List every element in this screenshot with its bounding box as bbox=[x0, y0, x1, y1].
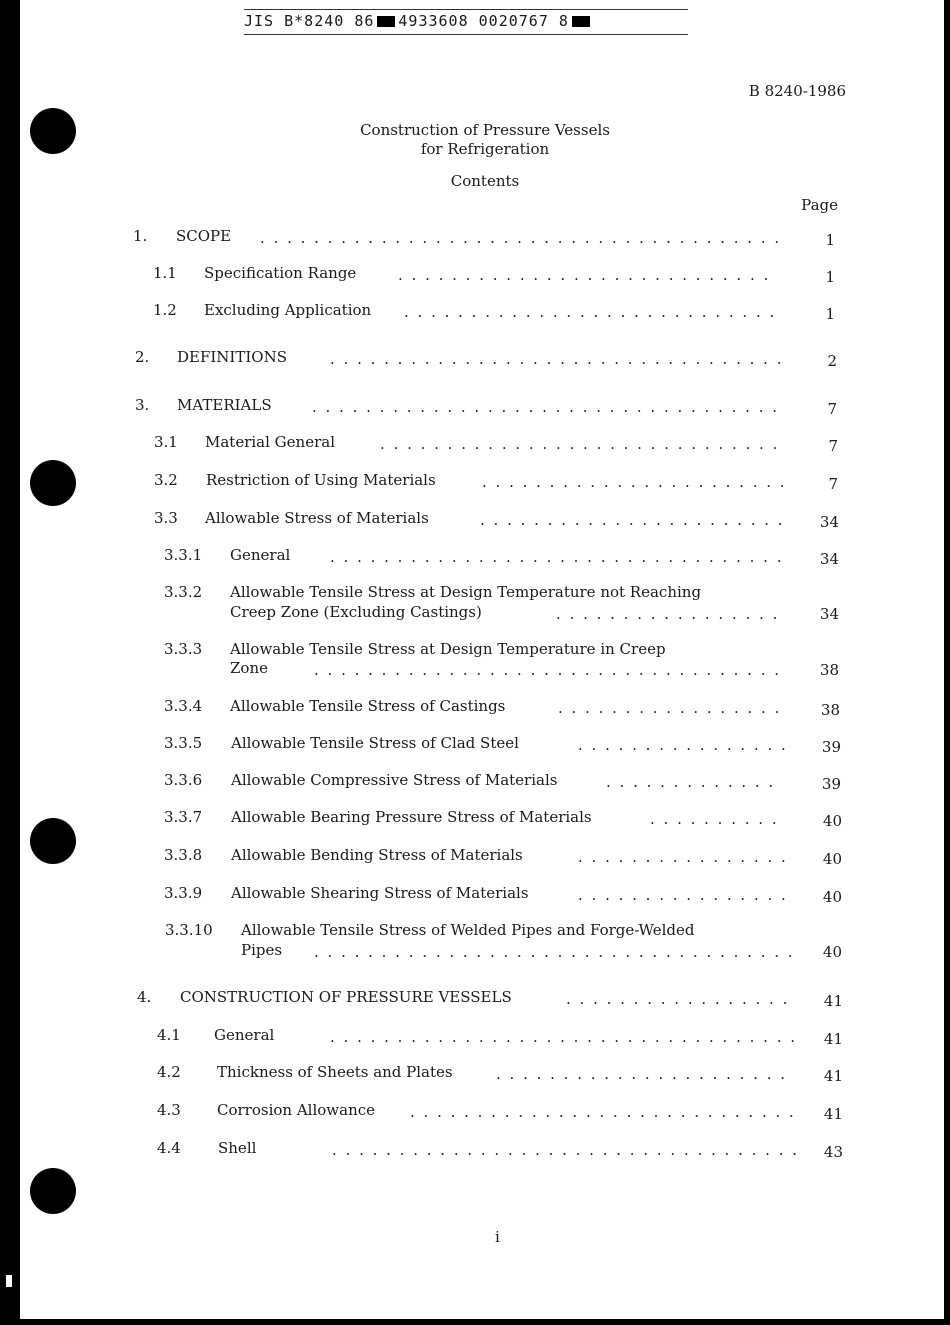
dot-leader: . . . . . . . . . . . . . . . . . . . . . . . . . . . . bbox=[404, 303, 777, 321]
toc-entry bbox=[0, 348, 950, 368]
toc-entry-title: Allowable Tensile Stress of Clad Steel bbox=[231, 734, 519, 752]
toc-entry-title: Shell bbox=[218, 1139, 257, 1157]
dot-leader: . . . . . . . . . . . . . . . . . . . . . . . . . . . . . . . . . . bbox=[330, 548, 784, 566]
toc-entry-page: 38 bbox=[820, 701, 840, 719]
toc-entry-title: General bbox=[230, 546, 291, 564]
toc-entry-page: 40 bbox=[822, 888, 842, 906]
toc-entry-number: 4.2 bbox=[157, 1063, 181, 1081]
toc-entry bbox=[0, 846, 950, 866]
contents-heading: Contents bbox=[450, 172, 520, 190]
dot-leader: . . . . . . . . . . bbox=[650, 810, 779, 828]
toc-entry bbox=[0, 884, 950, 904]
toc-entry-title: Excluding Application bbox=[204, 301, 372, 319]
toc-entry-page: 1 bbox=[825, 268, 835, 286]
toc-entry-page: 1 bbox=[825, 231, 835, 249]
toc-entry bbox=[0, 697, 950, 717]
toc-entry-page: 41 bbox=[823, 1030, 843, 1048]
toc-entry-title: Allowable Bearing Pressure Stress of Materials bbox=[231, 808, 592, 826]
toc-entry-title: Allowable Compressive Stress of Materials bbox=[231, 771, 558, 789]
toc-entry-page: 39 bbox=[821, 738, 841, 756]
toc-entry-number: 3.3 bbox=[154, 509, 178, 527]
dot-leader: . . . . . . . . . . . . . . . . . . . . . . . . . . . . . . . . . . . bbox=[332, 1141, 799, 1159]
toc-entry bbox=[0, 227, 950, 247]
document-title-line-1: Construction of Pressure Vessels bbox=[360, 121, 610, 139]
toc-entry-number: 3.3.2 bbox=[164, 583, 203, 601]
dot-leader: . . . . . . . . . . . . . . . . . . . . . . . bbox=[482, 473, 787, 491]
toc-entry-number: 1.2 bbox=[153, 301, 177, 319]
scan-edge-bottom bbox=[0, 1319, 950, 1325]
standard-number: B 8240-1986 bbox=[748, 82, 846, 100]
toc-entry bbox=[0, 396, 950, 416]
toc-entry-title: Corrosion Allowance bbox=[217, 1101, 376, 1119]
toc-entry-title: Allowable Tensile Stress of Welded Pipes and Forge-Welded bbox=[241, 921, 695, 939]
toc-entry-title: Material General bbox=[205, 433, 335, 451]
dot-leader: . . . . . . . . . . . . . . . . . . . . . . . . . . . . . . bbox=[380, 435, 780, 453]
toc-entry-page: 41 bbox=[823, 1067, 843, 1085]
toc-entry bbox=[0, 771, 950, 791]
toc-entry-number: 4. bbox=[137, 988, 152, 1006]
toc-entry-number: 3.3.10 bbox=[165, 921, 213, 939]
toc-entry-page: 34 bbox=[819, 605, 839, 623]
toc-entry-number: 2. bbox=[135, 348, 150, 366]
toc-entry-page: 40 bbox=[822, 943, 842, 961]
toc-entry-title: Specification Range bbox=[204, 264, 357, 282]
toc-entry-title: Allowable Tensile Stress at Design Temperature not Reaching bbox=[230, 583, 702, 601]
toc-entry-title-continued: Pipes bbox=[241, 941, 283, 959]
page-column-heading: Page bbox=[801, 196, 838, 214]
dot-leader: . . . . . . . . . . . . . . . . . . . . . . . . . . . . . . . . . . . bbox=[330, 1028, 797, 1046]
dot-leader: . . . . . . . . . . . . . . . . bbox=[578, 886, 788, 904]
toc-entry-title-continued: Zone bbox=[230, 659, 268, 677]
toc-entry bbox=[0, 1101, 950, 1121]
toc-entry-title: MATERIALS bbox=[177, 396, 272, 414]
toc-entry bbox=[0, 808, 950, 828]
toc-entry bbox=[0, 1139, 950, 1159]
dot-leader: . . . . . . . . . . . . . . . . . . . . . . . . . . . . . . . . . . bbox=[330, 350, 784, 368]
toc-entry-number: 3.1 bbox=[154, 433, 178, 451]
dot-leader: . . . . . . . . . . . . . . . . . . . . . . . . . . . . . . . . . . . bbox=[314, 661, 781, 679]
toc-entry bbox=[0, 1026, 950, 1046]
redaction-block bbox=[377, 16, 395, 27]
toc-entry-number: 3.3.6 bbox=[164, 771, 203, 789]
toc-entry-number: 3.3.9 bbox=[164, 884, 203, 902]
dot-leader: . . . . . . . . . . . . . bbox=[606, 773, 776, 791]
toc-entry-number: 4.3 bbox=[157, 1101, 181, 1119]
toc-entry-page: 7 bbox=[828, 437, 838, 455]
scan-edge-right bbox=[944, 0, 950, 1325]
toc-entry-title: General bbox=[214, 1026, 275, 1044]
toc-entry-page: 34 bbox=[819, 513, 839, 531]
toc-entry-title: Allowable Tensile Stress at Design Temperature in Creep bbox=[230, 640, 666, 658]
header-code bbox=[244, 9, 688, 35]
toc-entry-title: SCOPE bbox=[176, 227, 232, 245]
toc-entry-page: 7 bbox=[828, 475, 838, 493]
toc-entry-page: 40 bbox=[822, 812, 842, 830]
toc-entry bbox=[0, 546, 950, 566]
toc-entry-page: 38 bbox=[819, 661, 839, 679]
toc-entry-number: 3.3.5 bbox=[164, 734, 203, 752]
header-code-part-2: 4933608 0020767 8 bbox=[398, 12, 569, 30]
header-code-part-1: JIS B*8240 86 bbox=[244, 12, 375, 30]
toc-entry-page: 34 bbox=[819, 550, 839, 568]
scan-edge-mark bbox=[6, 1275, 12, 1287]
toc-entry bbox=[0, 264, 950, 284]
toc-entry bbox=[0, 583, 950, 623]
dot-leader: . . . . . . . . . . . . . . . . bbox=[578, 736, 788, 754]
toc-entry bbox=[0, 640, 950, 679]
toc-entry-page: 39 bbox=[821, 775, 841, 793]
toc-entry-title: CONSTRUCTION OF PRESSURE VESSELS bbox=[180, 988, 512, 1006]
toc-entry-number: 3.3.3 bbox=[164, 640, 203, 658]
toc-entry-page: 40 bbox=[822, 850, 842, 868]
toc-entry-title: Allowable Shearing Stress of Materials bbox=[231, 884, 529, 902]
toc-entry bbox=[0, 921, 950, 961]
toc-entry-page: 7 bbox=[827, 400, 837, 418]
toc-entry bbox=[0, 988, 950, 1008]
toc-entry-page: 2 bbox=[827, 352, 837, 370]
toc-entry bbox=[0, 433, 950, 453]
toc-entry bbox=[0, 301, 950, 321]
toc-entry-page: 41 bbox=[823, 992, 843, 1010]
dot-leader: . . . . . . . . . . . . . . . . . bbox=[556, 605, 780, 623]
toc-entry bbox=[0, 1063, 950, 1083]
toc-entry-title: Restriction of Using Materials bbox=[206, 471, 436, 489]
toc-entry-number: 1. bbox=[133, 227, 148, 245]
toc-entry-number: 1.1 bbox=[153, 264, 177, 282]
toc-entry-title-continued: Creep Zone (Excluding Castings) bbox=[230, 603, 482, 621]
toc-entry bbox=[0, 471, 950, 491]
toc-entry-number: 3.3.8 bbox=[164, 846, 203, 864]
dot-leader: . . . . . . . . . . . . . . . . . bbox=[558, 699, 782, 717]
dot-leader: . . . . . . . . . . . . . . . . . . . . . . . . . . . . . . . . . . . . bbox=[314, 943, 795, 961]
toc-entry-number: 3.2 bbox=[154, 471, 178, 489]
toc-entry-page: 43 bbox=[823, 1143, 843, 1161]
toc-entry-number: 3.3.7 bbox=[164, 808, 203, 826]
dot-leader: . . . . . . . . . . . . . . . . . . . . . . . . . . . . bbox=[398, 266, 771, 284]
dot-leader: . . . . . . . . . . . . . . . . . . . . . . . . . . . . . bbox=[410, 1103, 796, 1121]
toc-entry-title: Allowable Tensile Stress of Castings bbox=[230, 697, 506, 715]
dot-leader: . . . . . . . . . . . . . . . . . . . . . . . . . . . . . . . . . . . bbox=[312, 398, 779, 416]
toc-entry-page: 1 bbox=[825, 305, 835, 323]
punch-hole bbox=[30, 1168, 76, 1214]
toc-entry-number: 4.1 bbox=[157, 1026, 181, 1044]
dot-leader: . . . . . . . . . . . . . . . . bbox=[578, 848, 788, 866]
document-title-line-2: for Refrigeration bbox=[420, 140, 550, 158]
toc-entry bbox=[0, 509, 950, 529]
page-folio: i bbox=[495, 1228, 500, 1246]
dot-leader: . . . . . . . . . . . . . . . . . . . . . . bbox=[496, 1065, 788, 1083]
toc-entry-number: 3.3.4 bbox=[164, 697, 203, 715]
toc-entry-page: 41 bbox=[823, 1105, 843, 1123]
toc-entry-number: 3.3.1 bbox=[164, 546, 203, 564]
scan-edge-left bbox=[0, 0, 20, 1325]
toc-entry-title: DEFINITIONS bbox=[177, 348, 287, 366]
toc-entry-title: Allowable Stress of Materials bbox=[205, 509, 429, 527]
dot-leader: . . . . . . . . . . . . . . . . . . . . . . . bbox=[480, 511, 785, 529]
toc-entry-number: 4.4 bbox=[157, 1139, 181, 1157]
toc-entry-title: Allowable Bending Stress of Materials bbox=[231, 846, 523, 864]
toc-entry-number: 3. bbox=[135, 396, 150, 414]
dot-leader: . . . . . . . . . . . . . . . . . bbox=[566, 990, 790, 1008]
dot-leader: . . . . . . . . . . . . . . . . . . . . . . . . . . . . . . . . . . . . . . . bbox=[260, 229, 782, 247]
toc-entry bbox=[0, 734, 950, 754]
redaction-block bbox=[572, 16, 590, 27]
toc-entry-title: Thickness of Sheets and Plates bbox=[217, 1063, 453, 1081]
